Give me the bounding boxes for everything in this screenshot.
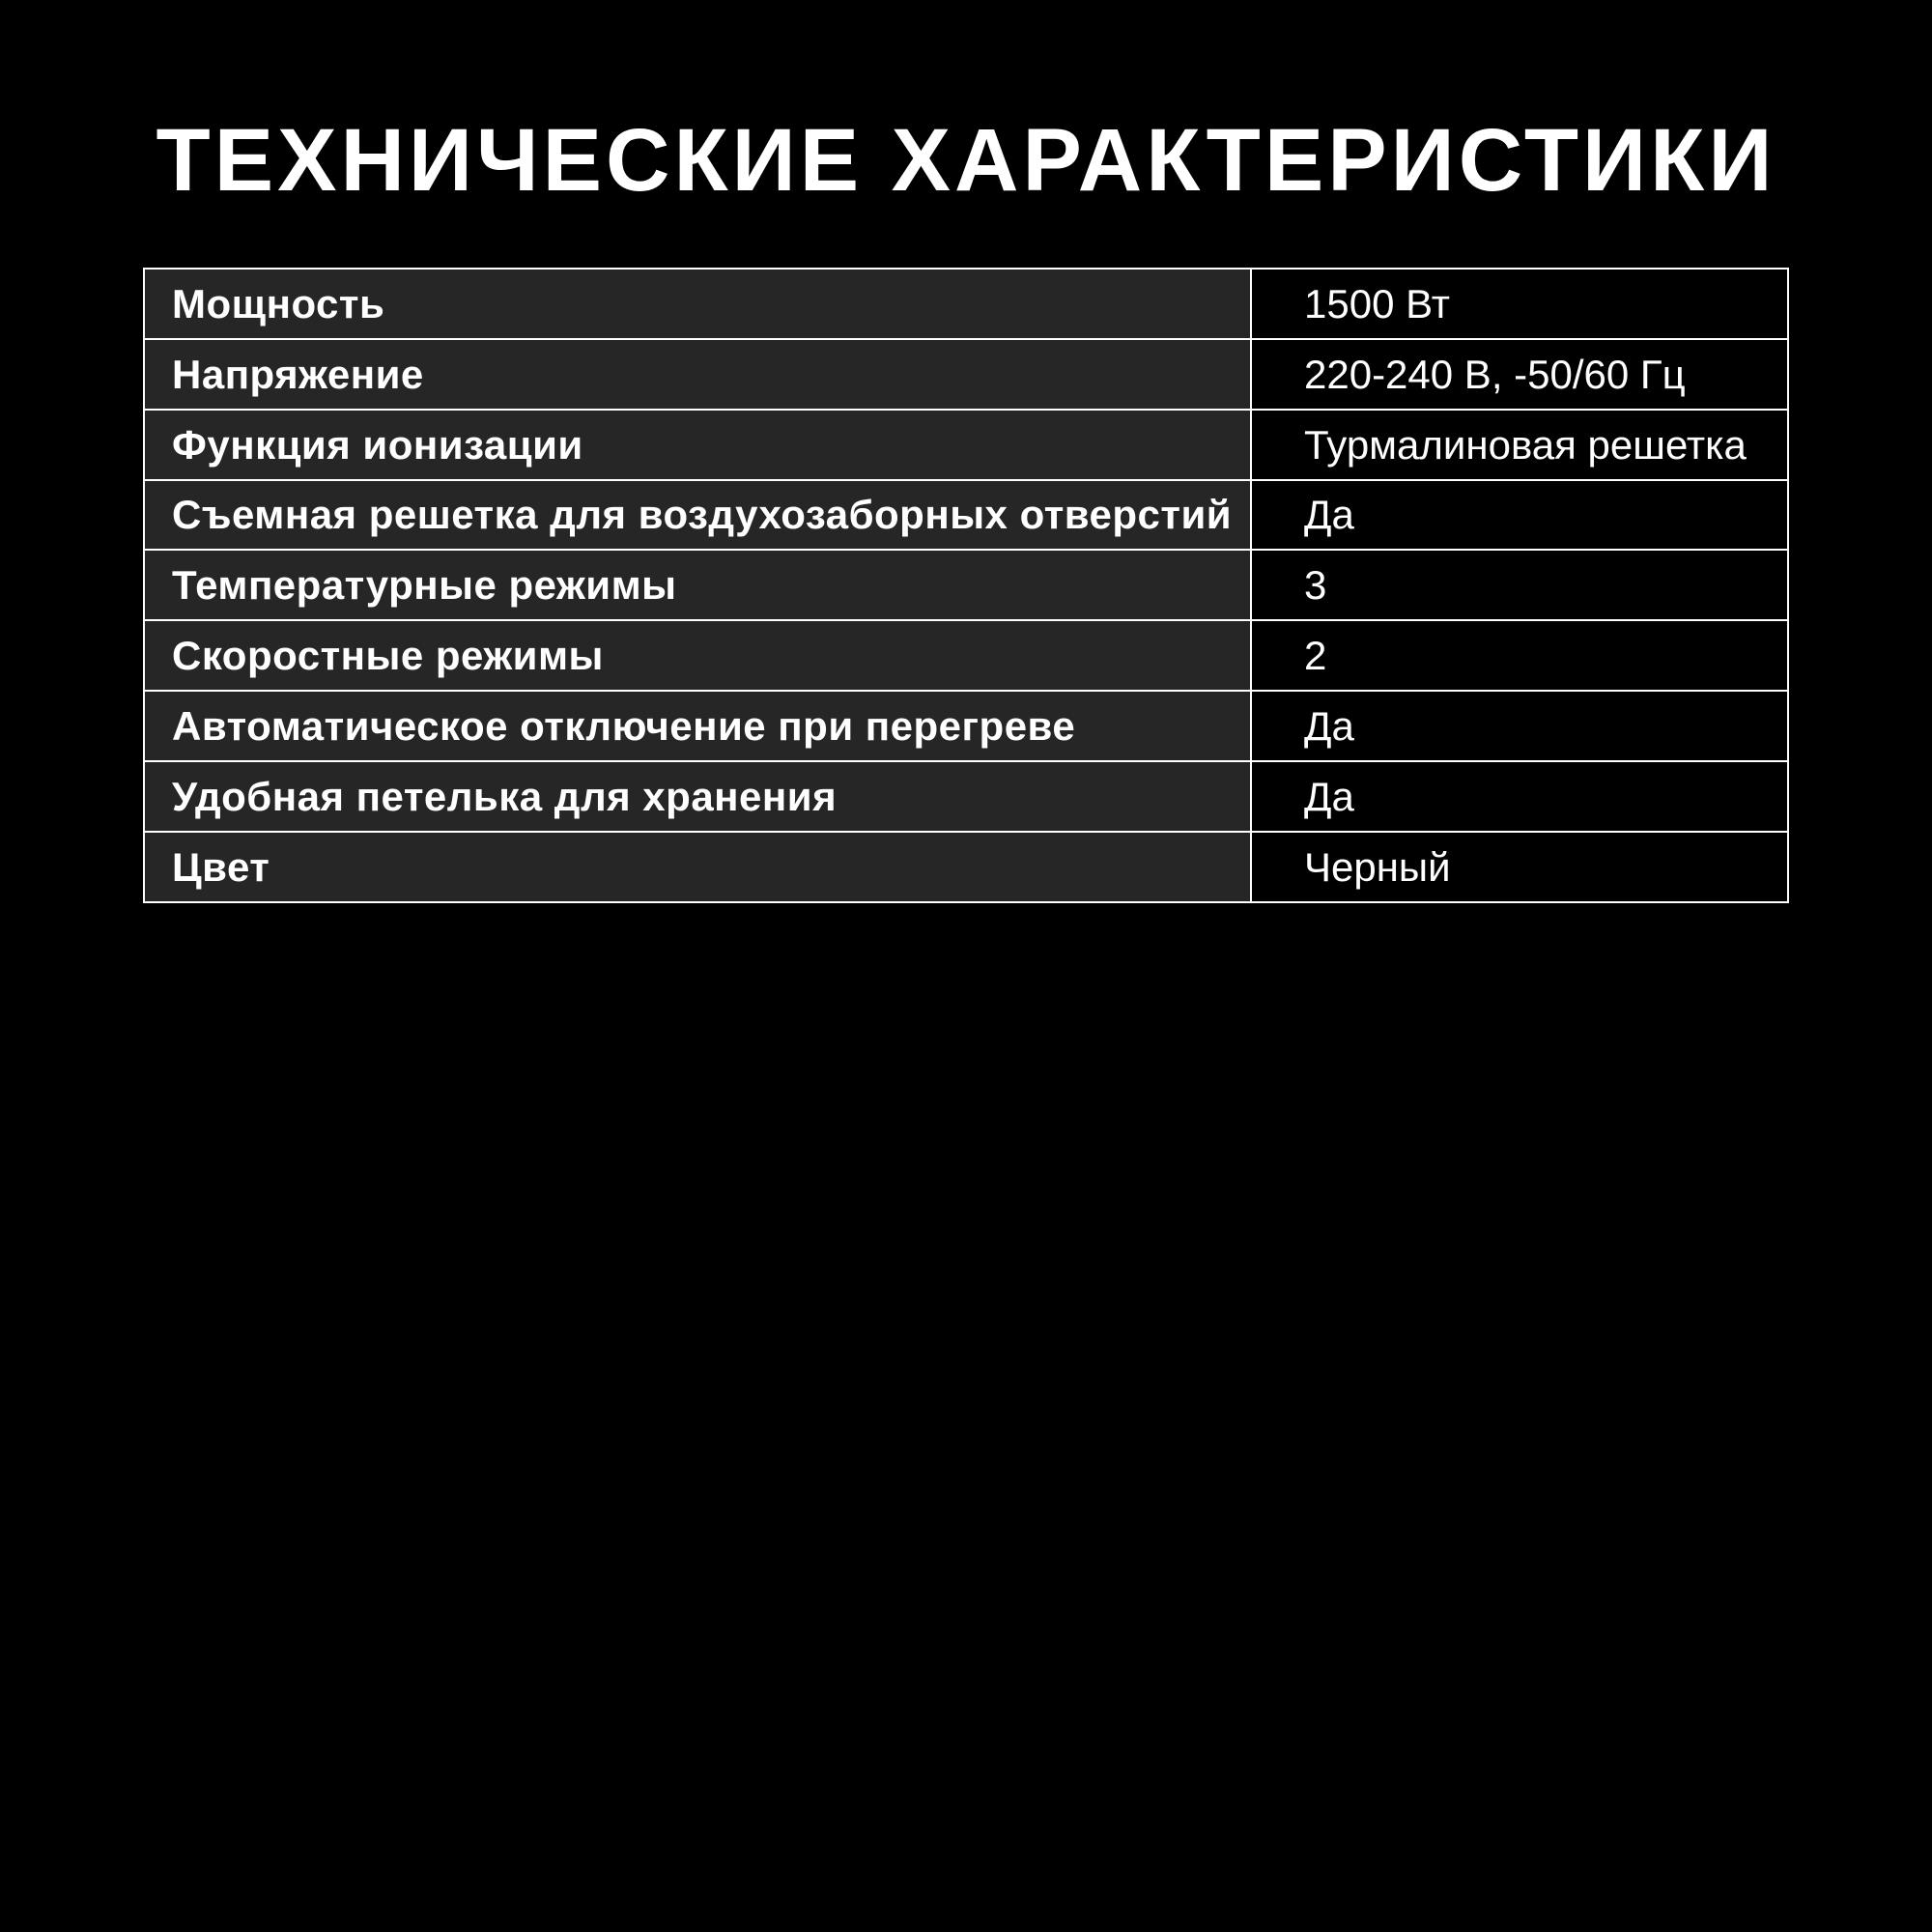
table-row	[144, 691, 1788, 761]
spec-value: Да	[1251, 761, 1788, 832]
spec-value: Да	[1251, 480, 1788, 550]
spec-value: Турмалиновая решетка	[1251, 410, 1788, 480]
spec-value: 3	[1251, 550, 1788, 620]
table-row	[144, 832, 1788, 902]
spec-name: Скоростные режимы	[144, 620, 1251, 691]
specs-table-body	[144, 269, 1788, 902]
table-row	[144, 550, 1788, 620]
spec-name: Съемная решетка для воздухозаборных отверстий	[144, 480, 1251, 550]
table-row	[144, 339, 1788, 410]
spec-value: Черный	[1251, 832, 1788, 902]
table-row	[144, 269, 1788, 339]
table-row	[144, 620, 1788, 691]
table-row	[144, 761, 1788, 832]
spec-name: Мощность	[144, 269, 1251, 339]
table-row	[144, 480, 1788, 550]
spec-value: 1500 Вт	[1251, 269, 1788, 339]
spec-name: Автоматическое отключение при перегреве	[144, 691, 1251, 761]
spec-name: Функция ионизации	[144, 410, 1251, 480]
spec-name: Температурные режимы	[144, 550, 1251, 620]
table-row	[144, 410, 1788, 480]
spec-value: Да	[1251, 691, 1788, 761]
page-title: ТЕХНИЧЕСКИЕ ХАРАКТЕРИСТИКИ	[156, 111, 1776, 210]
spec-name: Цвет	[144, 832, 1251, 902]
spec-value: 220-240 В, -50/60 Гц	[1251, 339, 1788, 410]
specs-table	[143, 268, 1789, 903]
spec-value: 2	[1251, 620, 1788, 691]
spec-name: Напряжение	[144, 339, 1251, 410]
spec-name: Удобная петелька для хранения	[144, 761, 1251, 832]
